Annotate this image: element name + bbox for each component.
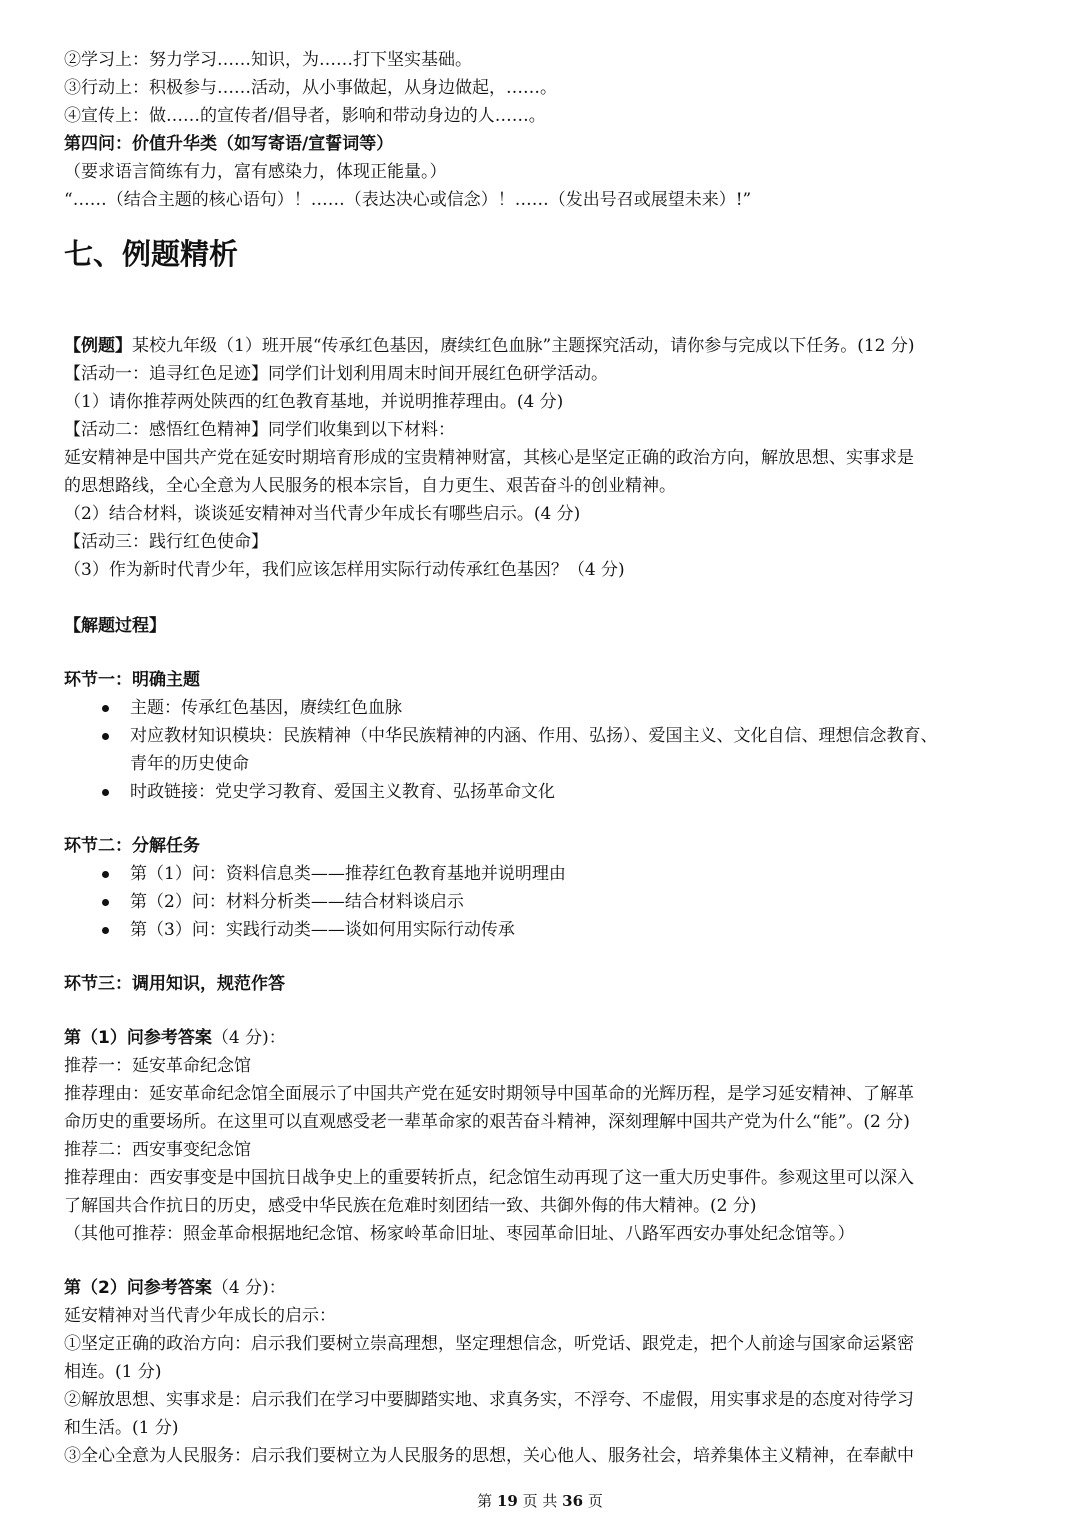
- page-footer: 第 19 页 共 36 页: [477, 1492, 603, 1510]
- answer-text: 推荐二：西安事变纪念馆: [64, 1140, 251, 1160]
- answer-text: 推荐理由：西安事变是中国抗日战争史上的重要转折点，纪念馆生动再现了这一重大历史事件。参观这里可以深入: [64, 1168, 914, 1188]
- step1-list: [64, 694, 1024, 806]
- solution-title: 【解题过程】: [64, 616, 166, 636]
- list-item: 第（2）问：材料分析类——结合材料谈启示: [102, 888, 1024, 916]
- question-1: （1）请你推荐两处陕西的红色教育基地，并说明推荐理由。(4 分): [64, 392, 564, 412]
- bullet-icon: [102, 871, 109, 878]
- step2-title: 环节二：分解任务: [64, 836, 200, 856]
- activity-one: 【活动一：追寻红色足迹】同学们计划利用周末时间开展红色研学活动。: [64, 364, 608, 384]
- material-text: 延安精神是中国共产党在延安时期培育形成的宝贵精神财富，其核心是坚定正确的政治方向，解放思想、实事求是: [64, 448, 914, 468]
- bullet-icon: [102, 705, 109, 712]
- answer-text: 相连。(1 分): [64, 1362, 162, 1382]
- text-line: ②学习上：努力学习……知识，为……打下坚实基础。: [64, 50, 472, 70]
- answer-text: ②解放思想、实事求是：启示我们在学习中要脚踏实地、求真务实，不浮夸、不虚假，用实事求是的态度对待学习: [64, 1390, 914, 1410]
- text-line: ④宣传上：做……的宣传者/倡导者，影响和带动身边的人……。: [64, 106, 546, 126]
- activity-three: 【活动三：践行红色使命】: [64, 532, 268, 552]
- step3-title: 环节三：调用知识，规范作答: [64, 974, 285, 994]
- example-label: 【例题】: [64, 336, 132, 356]
- document-page: [64, 46, 1024, 1470]
- step1-title: 环节一：明确主题: [64, 670, 200, 690]
- example-intro: [64, 332, 1024, 360]
- list-item: 第（1）问：资料信息类——推荐红色教育基地并说明理由: [102, 860, 1024, 888]
- answer-text: 和生活。(1 分): [64, 1418, 179, 1438]
- answer-text: 了解国共合作抗日的历史，感受中华民族在危难时刻团结一致、共御外侮的伟大精神。(2 分): [64, 1196, 757, 1216]
- text-line: （要求语言简练有力，富有感染力，体现正能量。）: [64, 162, 447, 182]
- section-heading: 七、例题精析: [64, 237, 239, 271]
- question-3: （3）作为新时代青少年，我们应该怎样用实际行动传承红色基因？（4 分): [64, 560, 625, 580]
- answer-text: 推荐理由：延安革命纪念馆全面展示了中国共产党在延安时期领导中国革命的光辉历程，是学习延安精神、了解革: [64, 1084, 914, 1104]
- material-text: 的思想路线，全心全意为人民服务的根本宗旨，自力更生、艰苦奋斗的创业精神。: [64, 476, 676, 496]
- total-page-number: 36: [562, 1492, 584, 1510]
- text-line: “……（结合主题的核心语句）！……（表达决心或信念）！……（发出号召或展望未来）!”: [64, 190, 752, 210]
- activity-two: 【活动二：感悟红色精神】同学们收集到以下材料：: [64, 420, 455, 440]
- answer-text: ③全心全意为人民服务：启示我们要树立为人民服务的思想，关心他人、服务社会，培养集体主义精神，在奉献中: [64, 1446, 914, 1466]
- answer2-heading: 第（2）问参考答案（4 分)：: [64, 1278, 286, 1298]
- list-item: 对应教材知识模块：民族精神（中华民族精神的内涵、作用、弘扬）、爱国主义、文化自信、理想信念教育、 青年的历史使命: [102, 722, 1024, 778]
- question-2: （2）结合材料，谈谈延安精神对当代青少年成长有哪些启示。(4 分): [64, 504, 581, 524]
- answer-text: 延安精神对当代青少年成长的启示：: [64, 1306, 336, 1326]
- bullet-icon: [102, 927, 109, 934]
- bullet-icon: [102, 733, 109, 740]
- text-line: ③行动上：积极参与……活动，从小事做起，从身边做起，……。: [64, 78, 557, 98]
- bullet-icon: [102, 789, 109, 796]
- bullet-icon: [102, 899, 109, 906]
- answer-text: ①坚定正确的政治方向：启示我们要树立崇高理想，坚定理想信念，听党话、跟党走，把个人前途与国家命运紧密: [64, 1334, 914, 1354]
- list-item: 主题：传承红色基因，赓续红色血脉: [102, 694, 1024, 722]
- q4-title: 第四问：价值升华类（如写寄语/宣誓词等）: [64, 134, 394, 154]
- example-intro-text: 某校九年级（1）班开展“传承红色基因，赓续红色血脉”主题探究活动，请你参与完成以下任务。(12 分): [132, 336, 915, 356]
- list-item: 第（3）问：实践行动类——谈如何用实际行动传承: [102, 916, 1024, 944]
- step2-list: [64, 860, 1024, 944]
- answer-text: （其他可推荐：照金革命根据地纪念馆、杨家岭革命旧址、枣园革命旧址、八路军西安办事处纪念馆等。）: [64, 1224, 855, 1244]
- list-item: 时政链接：党史学习教育、爱国主义教育、弘扬革命文化: [102, 778, 1024, 806]
- answer-text: 命历史的重要场所。在这里可以直观感受老一辈革命家的艰苦奋斗精神，深刻理解中国共产党为什么“能”。(2 分): [64, 1112, 910, 1132]
- answer1-heading: 第（1）问参考答案（4 分)：: [64, 1028, 286, 1048]
- current-page-number: 19: [496, 1492, 518, 1510]
- answer-text: 推荐一：延安革命纪念馆: [64, 1056, 251, 1076]
